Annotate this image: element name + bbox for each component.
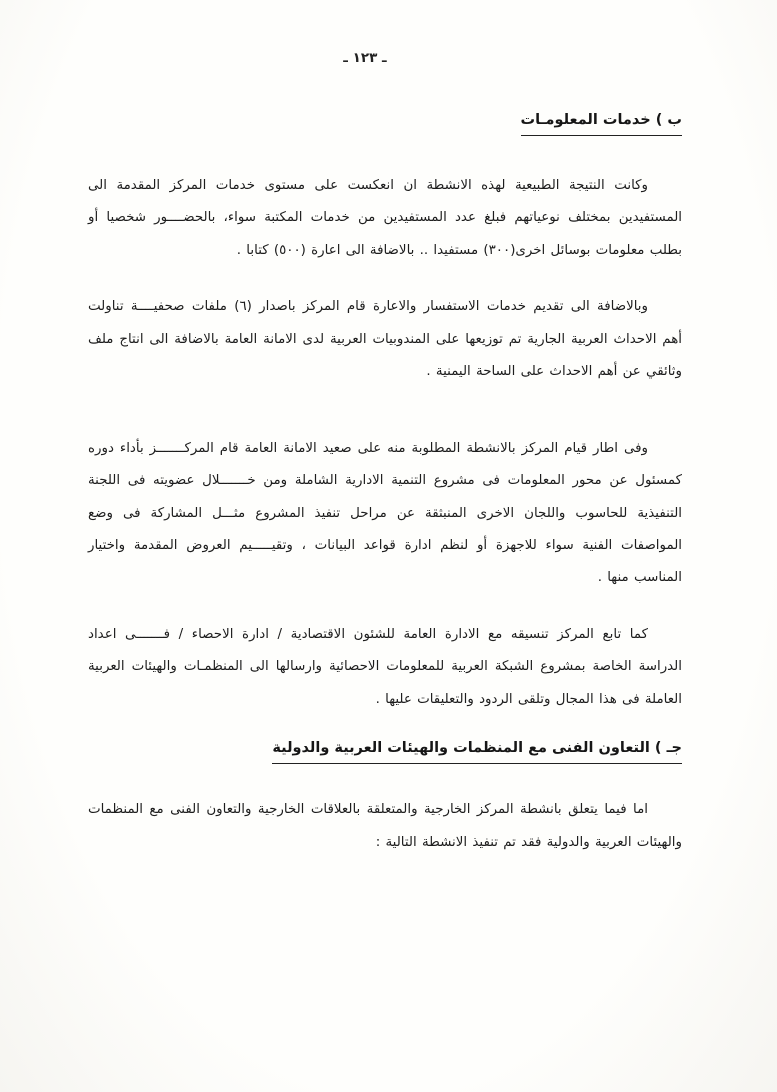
section-heading-information-services	[88, 112, 682, 136]
section-information-services	[88, 112, 682, 716]
paragraph-external-activities: اما فيما يتعلق بانشطة المركز الخارجية والمتعلقة بالعلاقات الخارجية والتعاون الفنى مع المنظمات والهيئات العربية والدولية فقد تم تنفيذ الانشطة التالية :	[88, 802, 682, 850]
section-technical-cooperation	[88, 740, 682, 859]
section-heading-text: ب ) خدمات المعلومـات	[521, 112, 682, 136]
page-number: ـ ١٢٣ ـ	[343, 50, 387, 66]
paragraph-statistics-network: كما تابع المركز تنسيقه مع الادارة العامة للشئون الاقتصادية / ادارة الاحصاء / فـــــــى اعداد الدراسة الخاصة بمشروع الشبكة العربية للمعلومات الاحصائية وارسالها الى المنظمـات والهيئات العربية العاملة فى هذا المجال وتلقى الردود والتعليقات عليها .	[88, 626, 682, 707]
section-heading-text: جـ ) التعاون الفنى مع المنظمات والهيئات العربية والدولية	[272, 740, 682, 764]
paragraph-library-services: وكانت النتيجة الطبيعية لهذه الانشطة ان انعكست على مستوى خدمات المركز المقدمة الى المستفيدين بمختلف نوعياتهم فبلغ عدد المستفيدين من خدمات المكتبة سواء، بالحضــــور شخصيا أو بطلب معلومات بوسائل اخرى(٣٠٠) مستفيدا .. بالاضافة الى اعارة (٥٠٠) كتابا .	[88, 178, 682, 258]
paragraph-it-committee: وفى اطار قيام المركز بالانشطة المطلوبة منه على صعيد الامانة العامة قام المركـــــــز بأداء دوره كمسئول عن محور المعلومات فى مشروع التنمية الادارية الشاملة ومن خـــــــلال عضويته فى اللجنة التنفيذية للحاسوب واللجان الاخرى المنبثقة عن مراحل تنفيذ المشروع مثـــل المشاركة فى وضع المواصفات الفنية سواء للاجهزة أو لنظم ادارة قواعد البيانات ، وتقيـــــيم العروض المقدمة واختيار المناسب منها .	[88, 440, 682, 586]
section-heading-technical-cooperation	[88, 740, 682, 764]
paragraph-press-files: وبالاضافة الى تقديم خدمات الاستفسار والاعارة قام المركز باصدار (٦) ملفات صحفيــــة تناولت أهم الاحداث العربية الجارية تم توزيعها على المندوبيات العربية لدى الامانة العامة بالاضافة الى انتاج ملف وثائقي عن أهم الاحداث على الساحة اليمنية .	[88, 299, 682, 380]
